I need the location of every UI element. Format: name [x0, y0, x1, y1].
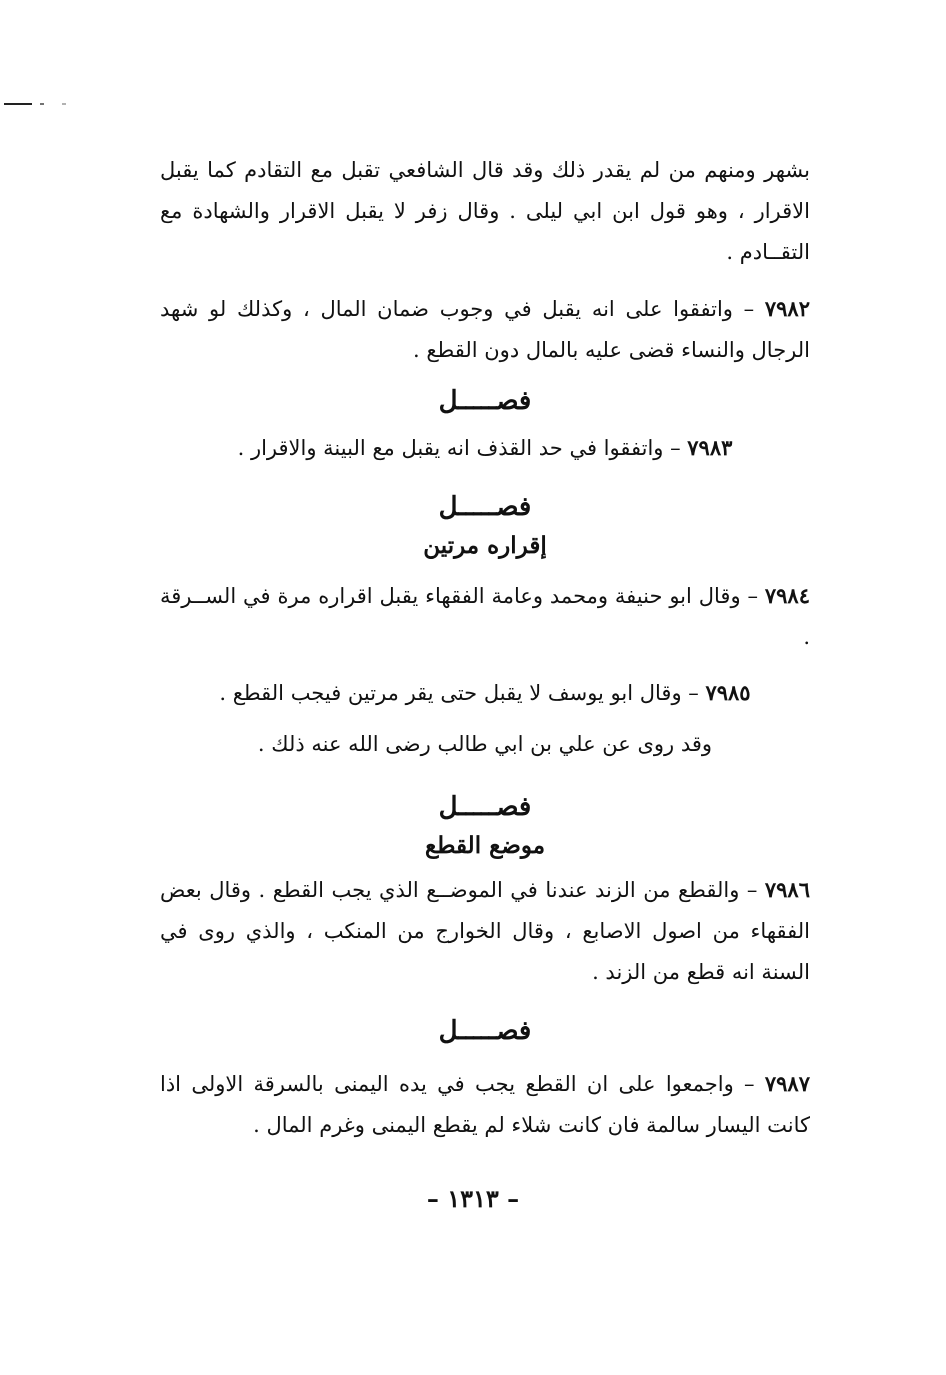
section-subheading: إقراره مرتين — [423, 532, 547, 559]
paragraph-continuation — [160, 150, 810, 273]
paragraph-7982 — [160, 288, 810, 371]
paragraph-text: – واتفقوا في حد القذف انه يقبل مع البينة والاقرار . — [237, 436, 688, 460]
section-heading: فصـــــل — [438, 492, 532, 522]
paragraph-number: ٧٩٨٤ — [764, 583, 810, 608]
paragraph-7987 — [160, 1063, 810, 1146]
section-subheading: موضع القطع — [424, 832, 546, 859]
paragraph-text: – وقال ابو يوسف لا يقبل حتى يقر مرتين فيجب القطع . — [219, 681, 706, 705]
section-heading: فصـــــل — [438, 386, 532, 416]
paragraph-text: – واتفقوا على انه يقبل في وجوب ضمان المال ، وكذلك لو شهد الرجال والنساء قضى عليه بالمال دون القطع . — [160, 297, 810, 362]
paragraph-number: ٧٩٨٢ — [764, 296, 810, 321]
paragraph-7984 — [160, 575, 810, 658]
paragraph-text: وقد روى عن علي بن ابي طالب رضى الله عنه ذلك . — [257, 732, 713, 756]
paragraph-text: – واجمعوا على ان القطع يجب في يده اليمنى بالسرقة الاولى اذا كانت اليسار سالمة فان كانت شلاء لم يقطع اليمنى وغرم المال . — [160, 1072, 810, 1137]
paragraph-number: ٧٩٨٣ — [687, 435, 733, 460]
page-number: – ١٣١٣ – — [426, 1184, 520, 1213]
paragraph-7985 — [160, 672, 810, 714]
paragraph-number: ٧٩٨٧ — [764, 1071, 810, 1096]
scan-mark — [4, 101, 66, 107]
paragraph-number: ٧٩٨٥ — [705, 680, 751, 705]
paragraph-number: ٧٩٨٦ — [764, 877, 810, 902]
paragraph-7986 — [160, 869, 810, 993]
page-body — [160, 150, 810, 1146]
paragraph-text: – والقطع من الزند عندنا في الموضــع الذي يجب القطع . وقال بعض الفقهاء من اصول الاصابع ، وقال الخوارج من المنكب ، والذي روى في السنة انه قطع من الزند . — [160, 878, 810, 984]
paragraph-narration — [160, 724, 810, 765]
paragraph-7983 — [160, 427, 810, 469]
section-heading: فصـــــل — [438, 792, 532, 822]
section-heading: فصـــــل — [438, 1016, 532, 1046]
paragraph-text: – وقال ابو حنيفة ومحمد وعامة الفقهاء يقبل اقراره مرة في الســرقة . — [160, 584, 810, 649]
paragraph-text: بشهر ومنهم من لم يقدر ذلك وقد قال الشافعي تقبل مع التقادم كما يقبل الاقرار ، وهو قول ابن ابي ليلى . وقال زفر لا يقبل الاقرار والشهادة مع التقــادم . — [160, 158, 810, 264]
